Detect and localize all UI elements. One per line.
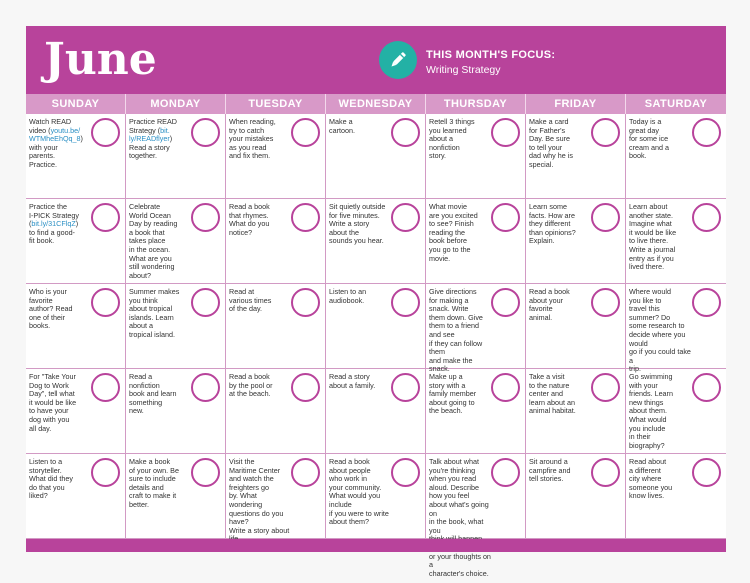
activity-text-part: Read about a different city where someone you know lives. xyxy=(629,457,673,501)
calendar-cell xyxy=(226,284,326,369)
activity-text-part: Read at various times of the day. xyxy=(229,287,272,314)
activity-text xyxy=(329,288,391,305)
completion-circle[interactable] xyxy=(491,458,520,487)
calendar-cell xyxy=(626,284,726,374)
activity-text-part: Celebrate World Ocean Day by reading a book that takes place in the ocean. What are you still wondering about? xyxy=(129,202,178,280)
completion-circle[interactable] xyxy=(191,118,220,147)
activity-text-part: Make up a story with a family member about going to the beach. xyxy=(429,372,477,416)
activity-text xyxy=(129,458,191,510)
calendar-cell xyxy=(526,114,626,199)
completion-circle[interactable] xyxy=(391,203,420,232)
calendar-cell xyxy=(526,199,626,284)
completion-circle[interactable] xyxy=(391,118,420,147)
activity-text xyxy=(329,203,391,246)
weekday-tuesday: TUESDAY xyxy=(226,94,326,114)
completion-circle[interactable] xyxy=(91,288,120,317)
calendar-cell xyxy=(426,284,526,374)
calendar-cell xyxy=(526,454,626,539)
completion-circle[interactable] xyxy=(291,203,320,232)
calendar-cell xyxy=(126,369,226,454)
activity-text-part: Make a card for Father's Day. Be sure to tell your dad why he is special. xyxy=(529,117,573,169)
completion-circle[interactable] xyxy=(91,373,120,402)
activity-text xyxy=(129,203,191,280)
activity-text-part: Learn about another state. Imagine what it would be like to live there. Write a journal entry as if you lived there. xyxy=(629,202,677,272)
activity-text xyxy=(29,458,91,501)
completion-circle[interactable] xyxy=(391,288,420,317)
activity-link[interactable]: bit. ly/READflyer xyxy=(129,125,170,144)
activity-text xyxy=(629,373,691,450)
completion-circle[interactable] xyxy=(491,118,520,147)
calendar-cell xyxy=(226,114,326,199)
activity-text xyxy=(329,373,391,390)
activity-link[interactable]: bit.ly/31CFlqZ xyxy=(31,219,76,229)
calendar-header xyxy=(26,26,726,94)
calendar-cell xyxy=(126,199,226,284)
activity-text-part: Where would you like to travel this summer? Do some research to decide where you would go if you could take a trip. xyxy=(629,287,691,374)
activity-text xyxy=(129,118,191,161)
activity-text-part: Watch READ video ( xyxy=(29,117,72,135)
activity-text xyxy=(29,118,91,170)
footer-bar xyxy=(26,539,726,552)
activity-text-part: Summer makes you think about tropical islands. Learn about a tropical island. xyxy=(129,287,180,339)
calendar-cell xyxy=(26,199,126,284)
completion-circle[interactable] xyxy=(591,203,620,232)
activity-text xyxy=(629,288,691,374)
calendar-cell xyxy=(226,454,326,539)
calendar-cell xyxy=(26,369,126,454)
activity-text-part: Read a book about your favorite animal. xyxy=(529,287,570,322)
weekday-wednesday: WEDNESDAY xyxy=(326,94,426,114)
activity-text xyxy=(129,373,191,416)
activity-text-part: ) to find a good- fit book. xyxy=(29,219,79,246)
completion-circle[interactable] xyxy=(491,373,520,402)
activity-text xyxy=(229,373,291,399)
completion-circle[interactable] xyxy=(391,373,420,402)
calendar-sheet xyxy=(26,26,726,578)
activity-text-part: Take a visit to the nature center and learn about an animal habitat. xyxy=(529,372,576,416)
activity-text xyxy=(129,288,191,340)
activity-text xyxy=(229,203,291,237)
activity-text xyxy=(629,458,691,501)
completion-circle[interactable] xyxy=(692,203,721,232)
focus-topic: Writing Strategy xyxy=(426,64,501,76)
completion-circle[interactable] xyxy=(191,203,220,232)
activity-text-part: Visit the Maritime Center and watch the freighters go by. What wondering questions do you have? Write a story about xyxy=(229,457,290,535)
activity-text xyxy=(629,118,691,161)
weekday-friday: FRIDAY xyxy=(526,94,626,114)
weekday-monday: MONDAY xyxy=(126,94,226,114)
activity-text-part: When reading, try to catch your mistakes as you read and fix them. xyxy=(229,117,276,161)
calendar-cell xyxy=(326,369,426,454)
activity-text-part: Give directions for making a snack. Write them down. Give them to a friend and see if they can follow them and make the snack. xyxy=(429,287,483,374)
calendar-cell xyxy=(226,369,326,454)
activity-text-part: What movie are you excited to see? Finish reading the book before you go to the movie. xyxy=(429,202,478,263)
activity-text-part: Read a nonfiction book and learn something new. xyxy=(129,372,177,416)
calendar-cell xyxy=(626,199,726,284)
activity-link[interactable]: youtu.be/ WTMheEhQq_8 xyxy=(29,125,81,144)
activity-text-part: Practice the I-PICK Strategy ( xyxy=(29,202,79,229)
weekday-header-row xyxy=(26,94,726,114)
completion-circle[interactable] xyxy=(692,118,721,147)
activity-text xyxy=(629,203,691,272)
calendar-cell xyxy=(126,454,226,539)
activity-text xyxy=(429,458,491,578)
month-title: June xyxy=(44,34,157,85)
weekday-sunday: SUNDAY xyxy=(26,94,126,114)
completion-circle[interactable] xyxy=(191,288,220,317)
activity-text xyxy=(429,373,491,416)
completion-circle[interactable] xyxy=(391,458,420,487)
activity-text-part: Sit around a campfire and tell stories. xyxy=(529,457,571,484)
completion-circle[interactable] xyxy=(491,288,520,317)
weekday-thursday: THURSDAY xyxy=(426,94,526,114)
calendar-cell xyxy=(126,284,226,369)
calendar-cell xyxy=(326,284,426,369)
calendar-cell xyxy=(26,454,126,539)
calendar-cell xyxy=(426,454,526,578)
activity-text-part: Make a cartoon. xyxy=(329,117,355,135)
calendar-cell xyxy=(626,454,726,539)
activity-text-part: Listen to an audiobook. xyxy=(329,287,367,305)
activity-text xyxy=(229,118,291,161)
activity-text-part: Read a book that rhymes. What do you notice? xyxy=(229,202,270,237)
calendar-cell xyxy=(526,369,626,454)
activity-text xyxy=(529,373,591,416)
pencil-icon xyxy=(379,41,417,79)
completion-circle[interactable] xyxy=(291,288,320,317)
calendar-cell xyxy=(226,199,326,284)
activity-text-part: Sit quietly outside for five minutes. Write a story about the sounds you hear. xyxy=(329,202,386,246)
calendar-grid xyxy=(26,114,726,578)
completion-circle[interactable] xyxy=(591,288,620,317)
activity-text xyxy=(529,288,591,322)
completion-circle[interactable] xyxy=(692,373,721,402)
activity-text-part: Who is your favorite author? Read one of their books. xyxy=(29,287,73,331)
activity-text-part: Read a book about people who work in your community. What would you include if you were to write about them? xyxy=(329,457,389,527)
weekday-saturday: SATURDAY xyxy=(644,98,708,110)
calendar-cell xyxy=(626,114,726,199)
activity-text-part: For "Take Your Dog to Work Day", tell what it would be like to have your dog with you all day. xyxy=(29,372,77,433)
calendar-cell xyxy=(426,369,526,454)
focus-block xyxy=(426,49,555,77)
calendar-cell xyxy=(426,199,526,284)
activity-text-part: Today is a great day for some ice cream and a book. xyxy=(629,117,669,161)
activity-text-part: Read a story about a family. xyxy=(329,372,376,390)
completion-circle[interactable] xyxy=(91,203,120,232)
focus-label: THIS MONTH'S FOCUS: xyxy=(426,49,556,61)
activity-text xyxy=(429,288,491,374)
calendar-cell xyxy=(26,114,126,199)
calendar-cell xyxy=(326,454,426,539)
activity-text xyxy=(429,118,491,161)
calendar-cell xyxy=(526,284,626,369)
activity-text-part: ) with your parents. Practice. xyxy=(29,134,83,169)
completion-circle[interactable] xyxy=(591,373,620,402)
completion-circle[interactable] xyxy=(491,203,520,232)
calendar-cell xyxy=(326,199,426,284)
activity-text-part: Make a book of your own. Be sure to include details and craft to make it better. xyxy=(129,457,179,509)
activity-text xyxy=(529,118,591,170)
activity-text-part: Talk about what you're thinking when you read aloud. Describe how you feel about what's going on in the book, what you or your thoughts on a character's choice. xyxy=(429,457,491,578)
activity-text-part: Listen to a storyteller. What did they do that you liked? xyxy=(29,457,73,501)
activity-text xyxy=(329,458,391,527)
calendar-cell xyxy=(626,369,726,454)
activity-text-part: Retell 3 things you learned about a nonfiction story. xyxy=(429,117,475,161)
completion-circle[interactable] xyxy=(91,118,120,147)
activity-text-part: Go swimming with your friends. Learn new things about them. What would you include in their biography? xyxy=(629,372,673,450)
activity-text-part: Learn some facts. How are they different than opinions? Explain. xyxy=(529,202,576,246)
completion-circle[interactable] xyxy=(591,458,620,487)
activity-text xyxy=(329,118,391,135)
activity-text xyxy=(529,203,591,246)
activity-text xyxy=(229,288,291,314)
activity-text-part: Read a book by the pool or at the beach. xyxy=(229,372,273,399)
completion-circle[interactable] xyxy=(191,373,220,402)
completion-circle[interactable] xyxy=(692,288,721,317)
calendar-cell xyxy=(426,114,526,199)
activity-text xyxy=(529,458,591,484)
activity-text xyxy=(29,288,91,331)
calendar-cell xyxy=(26,284,126,369)
completion-circle[interactable] xyxy=(692,458,721,487)
activity-text xyxy=(429,203,491,263)
completion-circle[interactable] xyxy=(91,458,120,487)
calendar-cell xyxy=(126,114,226,199)
activity-text xyxy=(29,203,91,246)
activity-text xyxy=(29,373,91,433)
completion-circle[interactable] xyxy=(291,373,320,402)
calendar-cell xyxy=(326,114,426,199)
completion-circle[interactable] xyxy=(291,118,320,147)
activity-text-part: ) Read a story together. xyxy=(129,134,173,161)
completion-circle[interactable] xyxy=(191,458,220,487)
activity-text-part: Practice READ Strategy ( xyxy=(129,117,177,135)
completion-circle[interactable] xyxy=(291,458,320,487)
completion-circle[interactable] xyxy=(591,118,620,147)
